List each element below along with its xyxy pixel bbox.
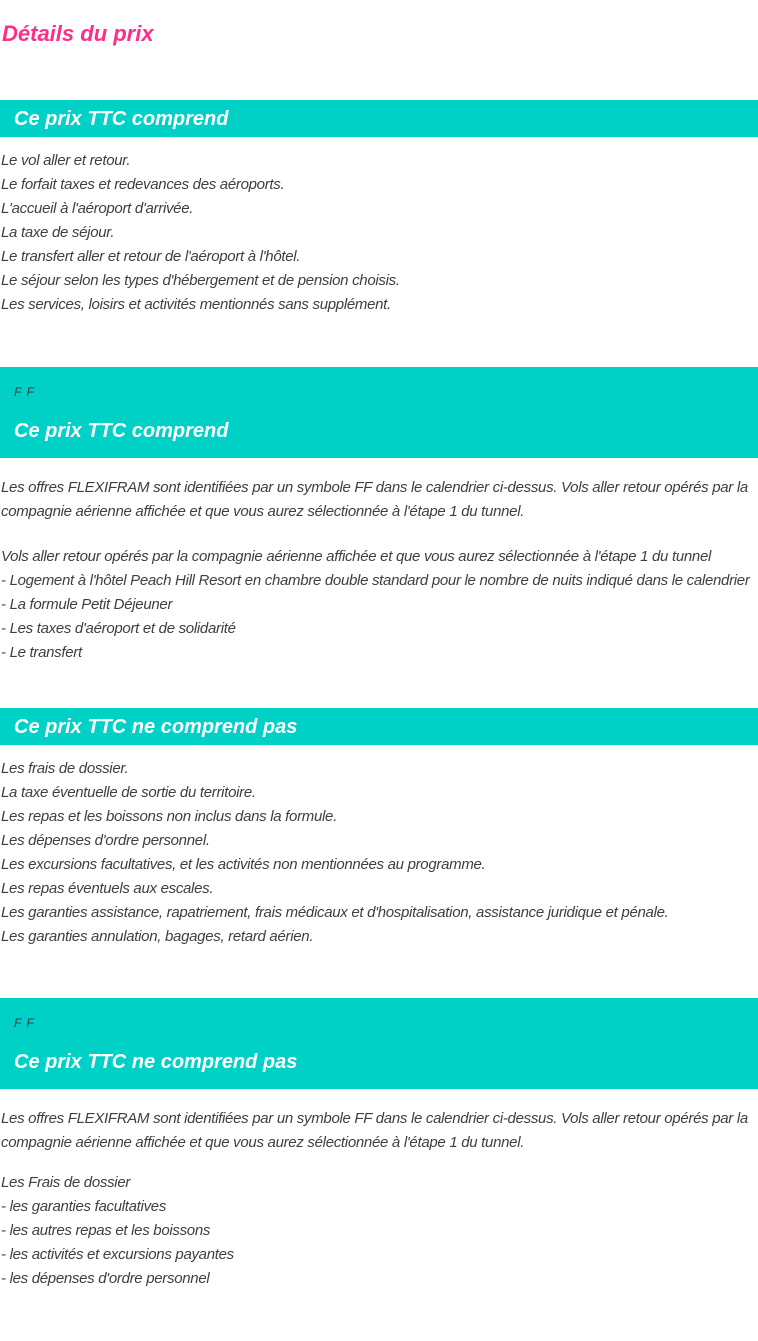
list-item: La taxe éventuelle de sortie du territoire.: [1, 784, 256, 801]
list-item: Les garanties assistance, rapatriement, frais médicaux et d'hospitalisation, assistance juridique et pénale.: [1, 904, 669, 921]
ff-badge: F F: [14, 1016, 35, 1030]
list-item: - les autres repas et les boissons: [1, 1222, 211, 1239]
list-item: - Les taxes d'aéroport et de solidarité: [1, 620, 236, 637]
list-item: Le transfert aller et retour de l'aéroport à l'hôtel.: [1, 248, 301, 265]
list-item: - les dépenses d'ordre personnel: [1, 1270, 210, 1287]
list-item: Les Frais de dossier: [1, 1174, 131, 1191]
flexifram-not-included-list: [0, 1171, 758, 1291]
list-item: Le séjour selon les types d'hébergement et de pension choisis.: [1, 272, 400, 289]
flexifram-not-included-heading: Ce prix TTC ne comprend pas: [14, 1051, 298, 1073]
flexifram-included-list: [0, 545, 758, 665]
ff-badge: F F: [14, 385, 35, 399]
flexifram-included-paragraph: Les offres FLEXIFRAM sont identifiées par un symbole FF dans le calendrier ci-dessus. Vols aller retour opérés par la compagnie aérienne affichée et que vous aurez sélectionnée à l'étape 1 du tunnel.: [1, 479, 748, 520]
list-item: Les services, loisirs et activités mentionnés sans supplément.: [1, 296, 391, 313]
list-item: Les dépenses d'ordre personnel.: [1, 832, 210, 849]
included-heading: Ce prix TTC comprend: [14, 107, 229, 130]
list-item: Le forfait taxes et redevances des aéroports.: [1, 176, 285, 193]
flexifram-not-included-banner: [0, 998, 758, 1089]
section-price-included: [0, 100, 758, 317]
not-included-heading: Ce prix TTC ne comprend pas: [14, 715, 298, 738]
flexifram-included-heading: Ce prix TTC comprend: [14, 420, 229, 442]
page-title: Détails du prix: [2, 21, 154, 46]
included-list: [0, 149, 758, 317]
not-included-list: [0, 757, 758, 949]
section-flexifram-not-included: [0, 998, 758, 1291]
section-price-not-included: [0, 708, 758, 949]
list-item: Les excursions facultatives, et les activités non mentionnées au programme.: [1, 856, 486, 873]
list-item: La taxe de séjour.: [1, 224, 115, 241]
price-details-page: [0, 20, 758, 1291]
list-item: Les repas éventuels aux escales.: [1, 880, 214, 897]
flexifram-included-banner: [0, 367, 758, 458]
section-flexifram-included: [0, 367, 758, 665]
list-item: - Logement à l'hôtel Peach Hill Resort en chambre double standard pour le nombre de nuits indiqué dans le calendrier: [1, 572, 750, 589]
list-item: Les frais de dossier.: [1, 760, 129, 777]
list-item: - La formule Petit Déjeuner: [1, 596, 173, 613]
list-item: Vols aller retour opérés par la compagnie aérienne affichée et que vous aurez sélectionnée à l'étape 1 du tunnel: [1, 548, 712, 565]
not-included-banner: [0, 708, 758, 745]
list-item: L'accueil à l'aéroport d'arrivée.: [1, 200, 194, 217]
list-item: Les garanties annulation, bagages, retard aérien.: [1, 928, 314, 945]
list-item: - les garanties facultatives: [1, 1198, 167, 1215]
included-banner: [0, 100, 758, 137]
flexifram-not-included-paragraph: Les offres FLEXIFRAM sont identifiées par un symbole FF dans le calendrier ci-dessus. Vols aller retour opérés par la compagnie aérienne affichée et que vous aurez sélectionnée à l'étape 1 du tunnel.: [1, 1110, 748, 1151]
list-item: - les activités et excursions payantes: [1, 1246, 234, 1263]
list-item: - Le transfert: [1, 644, 82, 661]
list-item: Les repas et les boissons non inclus dans la formule.: [1, 808, 337, 825]
list-item: Le vol aller et retour.: [1, 152, 131, 169]
